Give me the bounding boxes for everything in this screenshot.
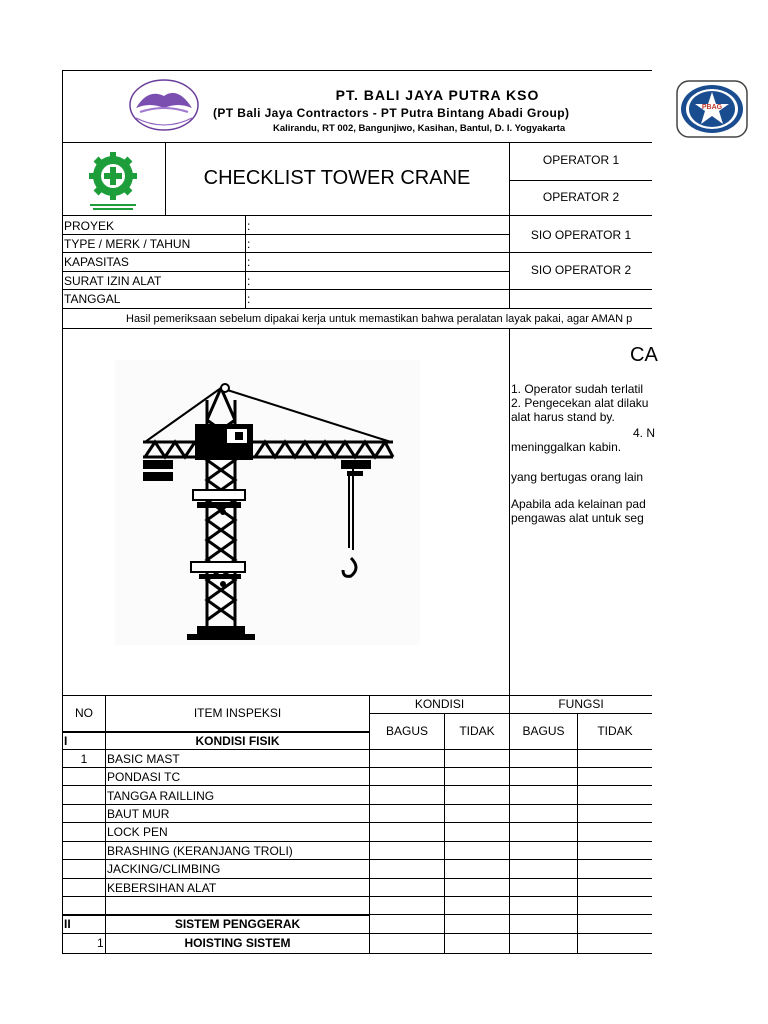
page-left-border: [62, 70, 63, 954]
company-logo: [128, 78, 200, 132]
info-row-line-4: [62, 289, 509, 290]
section-2-no: II: [64, 917, 71, 931]
fungsi-bagus-header: BAGUS: [522, 724, 565, 738]
section-2-title: SISTEM PENGGERAK: [174, 917, 301, 931]
row-2-item: PONDASI TC: [107, 770, 181, 784]
notes-line-6: yang bertugas orang lain: [511, 470, 644, 484]
col-no-header: NO: [75, 706, 93, 720]
notes-line-8: pengawas alat untuk seg: [511, 511, 644, 525]
fungsi-tidak-header: TIDAK: [597, 724, 633, 738]
field-proyek-label: PROYEK: [64, 219, 115, 233]
field-tanggal-label: TANGGAL: [64, 292, 121, 306]
sio-operator-2-label: SIO OPERATOR 2: [530, 263, 632, 277]
field-type-label: TYPE / MERK / TAHUN: [64, 237, 191, 251]
notes-line-3: alat harus stand by.: [511, 410, 615, 424]
field-kapasitas-label: KAPASITAS: [64, 255, 129, 269]
notes-line-4: 4. N: [633, 426, 656, 440]
k3-logo: [84, 148, 142, 212]
info-row-line-3: [62, 271, 509, 272]
notes-heading: CA: [630, 344, 658, 366]
operator-divider-4: [509, 289, 652, 290]
company-address: Kalirandu, RT 002, Bangunjiwo, Kasihan, Bantul, D. I. Yogyakarta: [273, 123, 566, 134]
company-subtitle: (PT Bali Jaya Contractors - PT Putra Bintang Abadi Group): [213, 106, 570, 120]
notes-line-1: 1. Operator sudah terlatil: [511, 382, 644, 396]
operator-divider-2: [509, 215, 652, 216]
info-row-line-1: [62, 234, 509, 235]
field-surat-label: SURAT IZIN ALAT: [64, 274, 162, 288]
pbag-logo: [676, 80, 748, 138]
header-top-border: [62, 70, 652, 71]
tower-crane-illustration: [115, 360, 420, 645]
field-type-sep: :: [247, 237, 251, 251]
notice-text: Hasil pemeriksaan sebelum dipakai kerja untuk memastikan bahwa peralatan layak pakai, agar AMAN p: [126, 313, 633, 325]
row-4-item: BAUT MUR: [107, 807, 170, 821]
header-bottom-border: [62, 142, 652, 143]
notes-line-5: meninggalkan kabin.: [511, 440, 622, 454]
row-3-item: TANGGA RAILLING: [107, 789, 215, 803]
field-kapasitas-sep: :: [247, 255, 251, 269]
notice-clip: [63, 312, 652, 327]
sio-operator-1-label: SIO OPERATOR 1: [530, 228, 632, 242]
subsection-1-no: 1: [97, 936, 104, 950]
section-1-no: I: [64, 734, 68, 748]
row-7-item: JACKING/CLIMBING: [107, 862, 221, 876]
row-6-item: BRASHING (KERANJANG TROLI): [107, 844, 293, 858]
row-1-item: BASIC MAST: [107, 752, 180, 766]
operator-divider-3: [509, 252, 652, 253]
row-1-no: 1: [80, 752, 88, 766]
kondisi-bagus-header: BAGUS: [385, 724, 428, 738]
notes-line-2: 2. Pengecekan alat dilaku: [511, 396, 649, 410]
field-proyek-sep: :: [247, 219, 251, 233]
section-1-title: KONDISI FISIK: [195, 734, 280, 748]
row-5-item: LOCK PEN: [107, 825, 168, 839]
col-item-header: ITEM INSPEKSI: [193, 706, 282, 720]
info-bottom-border: [62, 308, 652, 309]
info-top-border: [62, 215, 509, 216]
col-fungsi-header: FUNGSI: [558, 697, 604, 711]
info-row-line-2: [62, 252, 509, 253]
operator-divider-1: [509, 180, 652, 181]
field-surat-sep: :: [247, 274, 251, 288]
pbag-logo-text: PBAG: [701, 104, 723, 111]
document-title: CHECKLIST TOWER CRANE: [203, 167, 471, 189]
company-name: PT. BALI JAYA PUTRA KSO: [335, 87, 540, 103]
notes-line-7: Apabila ada kelainan pad: [511, 497, 646, 511]
notes-panel: [510, 329, 658, 695]
operator-2-label: OPERATOR 2: [542, 190, 620, 204]
col-kondisi-header: KONDISI: [414, 697, 465, 711]
info-divider: [245, 215, 246, 308]
field-tanggal-sep: :: [247, 292, 251, 306]
kondisi-tidak-header: TIDAK: [459, 724, 495, 738]
subsection-1-title: HOISTING SISTEM: [184, 936, 291, 950]
row-8-item: KEBERSIHAN ALAT: [107, 881, 217, 895]
operator-1-label: OPERATOR 1: [542, 153, 620, 167]
